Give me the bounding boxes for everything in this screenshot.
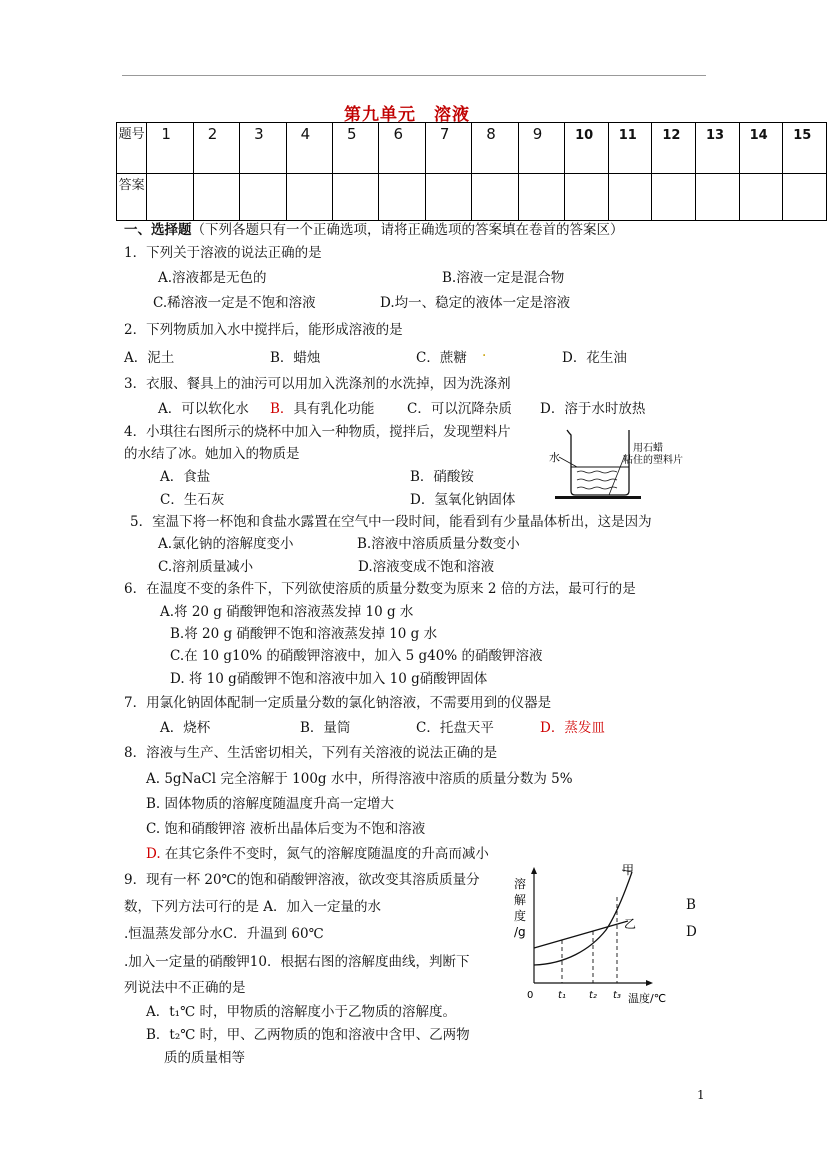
answer-cell[interactable] — [652, 174, 696, 221]
q3-option-b-text: 具有乳化功能 — [293, 401, 375, 417]
water-pointer — [559, 457, 577, 467]
x-axis-arrow — [646, 980, 653, 986]
q4-option-a: A．食盐 — [160, 469, 211, 485]
answer-cell[interactable] — [240, 174, 286, 221]
question-number-cell: 4 — [286, 123, 332, 174]
q3-option-b — [270, 397, 374, 417]
q9-line3: .恒温蒸发部分水C．升温到 60℃ — [124, 926, 324, 942]
row-label-number: 题号 — [117, 123, 147, 174]
q8-option-c: C. 饱和硝酸钾溶 液析出晶体后变为不饱和溶液 — [146, 821, 426, 837]
answer-cell[interactable] — [379, 174, 425, 221]
q3-option-b-letter: B． — [270, 401, 294, 417]
answer-cell[interactable] — [425, 174, 471, 221]
q3-option-a: A．可以软化水 — [158, 401, 249, 417]
answer-cell[interactable] — [193, 174, 239, 221]
t1-label: t₁ — [558, 990, 566, 1001]
y-label-char: 溶 — [514, 877, 527, 891]
water-ripple — [577, 471, 617, 473]
q3-option-d: D．溶于水时放热 — [540, 401, 646, 417]
page-number: 1 — [697, 1088, 705, 1102]
q7-option-d: D．蒸发皿 — [540, 720, 605, 736]
question-number-cell: 13 — [696, 123, 740, 174]
q9-line1: 9．现有一杯 20℃的饱和硝酸钾溶液，欲改变其溶质质量分 — [124, 872, 480, 888]
series-yi-label: 乙 — [624, 917, 637, 931]
q9-option-d-letter: D — [686, 924, 697, 940]
q2-option-d: D．花生油 — [562, 350, 627, 366]
q8-stem: 8．溶液与生产、生活密切相关，下列有关溶液的说法正确的是 — [124, 745, 498, 761]
q7-stem: 7．用氯化钠固体配制一定质量分数的氯化钠溶液，不需要用到的仪器是 — [124, 695, 552, 711]
q3-stem: 3．衣服、餐具上的油污可以用加入洗涤剂的水洗掉，因为洗涤剂 — [124, 376, 511, 392]
q8-option-b: B. 固体物质的溶解度随温度升高一定增大 — [146, 796, 395, 812]
q1-option-d: D.均一、稳定的液体一定是溶液 — [380, 295, 571, 311]
q3-option-c: C．可以沉降杂质 — [407, 401, 512, 417]
series-yi-curve — [534, 921, 628, 948]
q1-option-c: C.稀溶液一定是不饱和溶液 — [153, 295, 316, 311]
x-axis-label: 温度/℃ — [628, 992, 667, 1005]
q2-option-b: B．蜡烛 — [270, 350, 321, 366]
q1-stem: 1．下列关于溶液的说法正确的是 — [124, 245, 322, 261]
series-jia-label: 甲 — [622, 863, 635, 877]
header-rule — [122, 75, 706, 76]
question-number-cell: 8 — [472, 123, 518, 174]
question-number-cell: 10 — [565, 123, 609, 174]
q2-option-c: C．蔗糖 — [416, 350, 467, 366]
q4-option-d: D．氢氧化钠固体 — [410, 492, 516, 508]
answer-cell[interactable] — [472, 174, 518, 221]
question-number-cell: 6 — [379, 123, 425, 174]
answer-cell[interactable] — [286, 174, 332, 221]
section-heading-label: 一、选择题 — [124, 222, 192, 238]
sheet-label: 粘住的塑料片 — [623, 455, 683, 466]
question-number-cell: 12 — [652, 123, 696, 174]
section-heading — [124, 218, 624, 238]
q9-line2: 数，下列方法可行的是 A．加入一定量的水 — [124, 899, 382, 915]
row-label-answer: 答案 — [117, 174, 147, 221]
stray-dot: . — [482, 344, 487, 360]
y-axis-arrow — [531, 867, 537, 874]
q4-option-c: C．生石灰 — [160, 492, 225, 508]
origin-label: 0 — [527, 990, 534, 1001]
table-row — [117, 123, 827, 174]
plastic-sheet — [555, 496, 641, 499]
q6-option-c: C.在 10 g10% 的硝酸钾溶液中，加入 5 g40% 的硝酸钾溶液 — [170, 648, 543, 664]
question-number-cell: 3 — [240, 123, 286, 174]
answer-table — [116, 122, 827, 221]
answer-cell[interactable] — [783, 174, 827, 221]
q5-option-c: C.溶剂质量减小 — [158, 559, 254, 575]
question-number-cell: 7 — [425, 123, 471, 174]
question-number-cell: 15 — [783, 123, 827, 174]
q6-stem: 6．在温度不变的条件下，下列欲使溶质的质量分数变为原来 2 倍的方法，最可行的是 — [124, 581, 636, 597]
q4-stem-line1: 4．小琪往右图所示的烧杯中加入一种物质，搅拌后，发现塑料片 — [124, 424, 511, 440]
q10-stem: 列说法中不正确的是 — [124, 980, 246, 996]
q8-option-d-text: 在其它条件不变时，氮气的溶解度随温度的升高而减小 — [160, 846, 489, 862]
q7-option-c: C．托盘天平 — [416, 720, 494, 736]
water-ripple — [577, 479, 617, 481]
water-label: 水 — [549, 451, 560, 464]
y-label-char: 解 — [514, 893, 527, 907]
answer-cell[interactable] — [518, 174, 564, 221]
beaker-outline — [567, 430, 629, 495]
q6-option-d: D. 将 10 g硝酸钾不饱和溶液中加入 10 g硝酸钾固体 — [170, 671, 488, 687]
answer-cell[interactable] — [739, 174, 783, 221]
answer-cell[interactable] — [608, 174, 652, 221]
q5-option-b: B.溶液中溶质质量分数变小 — [357, 536, 520, 552]
q8-option-a: A. 5gNaCl 完全溶解于 100g 水中，所得溶液中溶质的质量分数为 5% — [146, 771, 573, 787]
wax-label: 用石蜡 — [633, 443, 663, 454]
q5-stem: 5．室温下将一杯饱和食盐水露置在空气中一段时间，能看到有少量晶体析出，这是因为 — [130, 514, 652, 530]
answer-cell[interactable] — [565, 174, 609, 221]
question-number-cell: 9 — [518, 123, 564, 174]
q5-option-a: A.氯化钠的溶解度变小 — [158, 536, 294, 552]
q9-option-b-letter: B — [686, 897, 696, 913]
question-number-cell: 2 — [193, 123, 239, 174]
q2-option-a: A．泥土 — [124, 350, 175, 366]
q4-stem-line2: 的水结了冰。她加入的物质是 — [124, 446, 300, 462]
beaker-figure — [547, 425, 683, 503]
section-instruction: （下列各题只有一个正确选项，请将正确选项的答案填在卷首的答案区） — [191, 222, 624, 238]
question-number-cell: 5 — [333, 123, 379, 174]
q1-option-b: B.溶液一定是混合物 — [442, 270, 565, 286]
q2-stem: 2．下列物质加入水中搅拌后，能形成溶液的是 — [124, 322, 403, 338]
q5-option-d: D.溶液变成不饱和溶液 — [358, 559, 495, 575]
q8-option-d — [146, 842, 489, 862]
q6-option-a: A.将 20 g 硝酸钾饱和溶液蒸发掉 10 g 水 — [160, 604, 414, 620]
q9-line4: .加入一定量的硝酸钾10．根据右图的溶解度曲线，判断下 — [124, 954, 470, 970]
q1-option-a: A.溶液都是无色的 — [158, 270, 267, 286]
question-number-cell: 14 — [739, 123, 783, 174]
q4-option-b: B．硝酸铵 — [410, 469, 474, 485]
question-number-cell: 1 — [147, 123, 193, 174]
q7-option-a: A．烧杯 — [160, 720, 211, 736]
q6-option-b: B.将 20 g 硝酸钾不饱和溶液蒸发掉 10 g 水 — [170, 626, 438, 642]
q10-option-b-line1: B．t₂℃ 时，甲、乙两物质的饱和溶液中含甲、乙两物 — [146, 1027, 470, 1043]
q7-option-b: B．量筒 — [300, 720, 351, 736]
question-number-cell: 11 — [608, 123, 652, 174]
answer-cell[interactable] — [147, 174, 193, 221]
table-row — [117, 174, 827, 221]
t3-label: t₃ — [613, 990, 621, 1001]
q8-option-d-letter: D. — [146, 846, 161, 862]
q10-option-b-line2: 质的质量相等 — [164, 1050, 245, 1066]
t2-label: t₂ — [589, 990, 597, 1001]
water-ripple — [577, 487, 617, 489]
answer-cell[interactable] — [696, 174, 740, 221]
answer-cell[interactable] — [333, 174, 379, 221]
y-label-char: /g — [514, 925, 526, 939]
page-title: 第九单元 溶液 — [344, 105, 470, 125]
q10-option-a: A．t₁℃ 时，甲物质的溶解度小于乙物质的溶解度。 — [146, 1004, 456, 1020]
solubility-graph — [510, 860, 680, 1010]
y-label-char: 度 — [514, 909, 527, 923]
